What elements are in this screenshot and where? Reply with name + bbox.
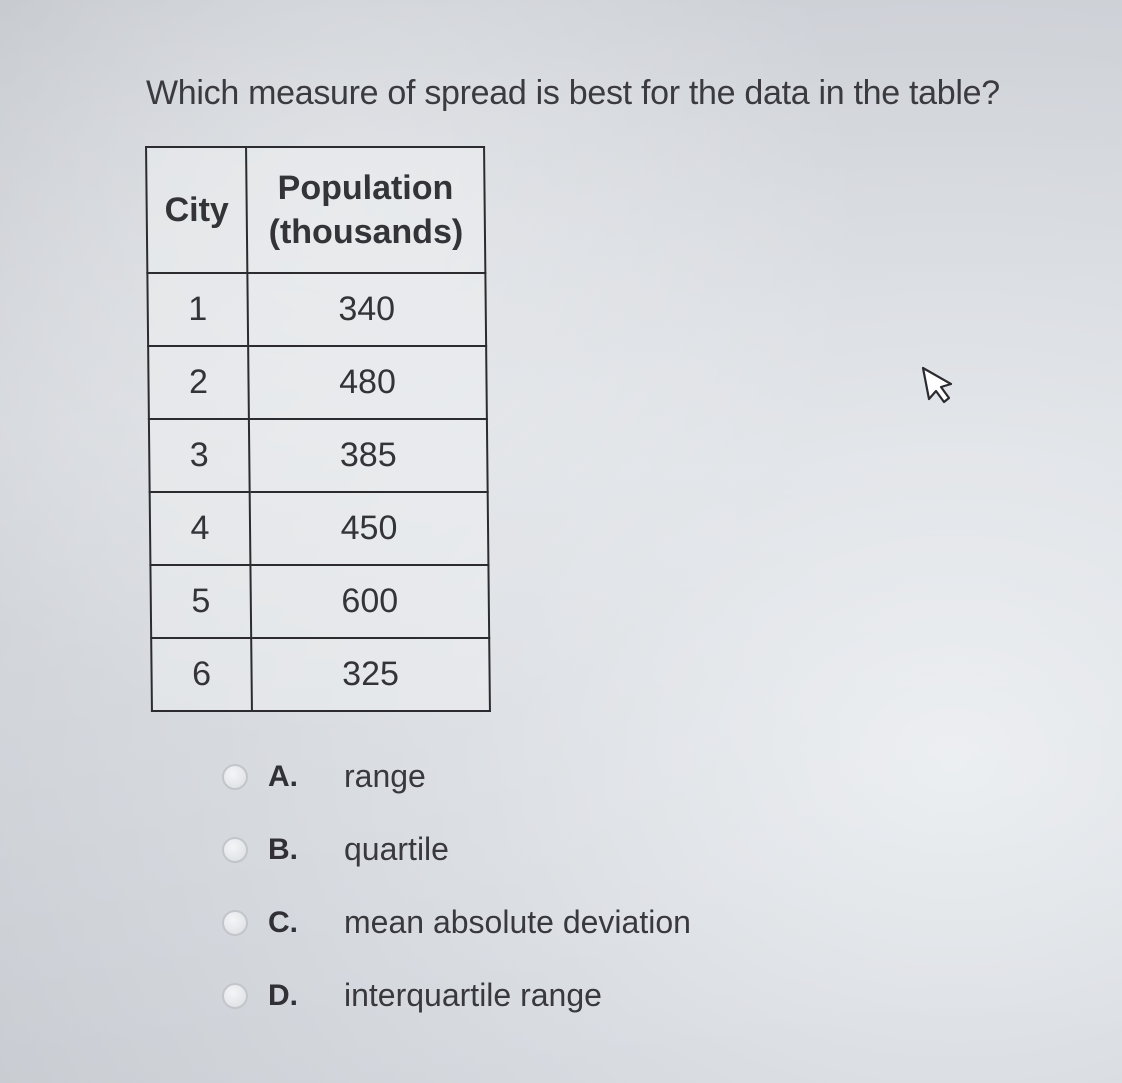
choice-letter: D. <box>268 978 298 1012</box>
radio-button-a[interactable] <box>222 764 248 790</box>
choice-letter: C. <box>268 905 298 939</box>
city-cell: 2 <box>148 346 249 419</box>
population-cell: 325 <box>251 638 490 711</box>
question-text: Which measure of spread is best for the data in the table? <box>146 74 1000 112</box>
radio-button-b[interactable] <box>222 837 248 863</box>
table-row <box>149 419 488 492</box>
choice-b[interactable] <box>222 813 691 886</box>
choice-text[interactable]: mean absolute deviation <box>344 904 691 940</box>
choice-text[interactable]: range <box>344 758 426 794</box>
choice-text[interactable]: quartile <box>344 831 449 867</box>
radio-button-c[interactable] <box>222 910 248 936</box>
table-row <box>148 346 487 419</box>
table-row <box>151 638 490 711</box>
population-cell: 480 <box>248 346 487 419</box>
city-cell: 3 <box>149 419 250 492</box>
hand-pointer-icon <box>917 364 963 410</box>
answer-choices <box>222 740 691 1032</box>
header-population <box>246 147 485 273</box>
radio-button-d[interactable] <box>222 983 248 1009</box>
city-cell: 5 <box>150 565 251 638</box>
population-cell: 385 <box>249 419 488 492</box>
choice-d[interactable] <box>222 959 691 1032</box>
choice-a[interactable] <box>222 740 691 813</box>
choice-c[interactable] <box>222 886 691 959</box>
table-row <box>150 565 489 638</box>
city-cell: 1 <box>147 273 248 346</box>
city-cell: 4 <box>150 492 251 565</box>
population-cell: 340 <box>247 273 486 346</box>
table-header-row <box>146 147 485 273</box>
choice-text[interactable]: interquartile range <box>344 977 602 1013</box>
header-population-line1: Population <box>277 169 454 207</box>
table-row <box>147 273 486 346</box>
choice-letter: A. <box>268 759 298 793</box>
table-row <box>150 492 489 565</box>
header-city: City <box>146 147 247 273</box>
choice-letter: B. <box>268 832 298 866</box>
header-population-line2: (thousands) <box>268 213 464 251</box>
population-cell: 450 <box>250 492 489 565</box>
population-table <box>145 146 491 712</box>
population-cell: 600 <box>250 565 489 638</box>
city-cell: 6 <box>151 638 252 711</box>
